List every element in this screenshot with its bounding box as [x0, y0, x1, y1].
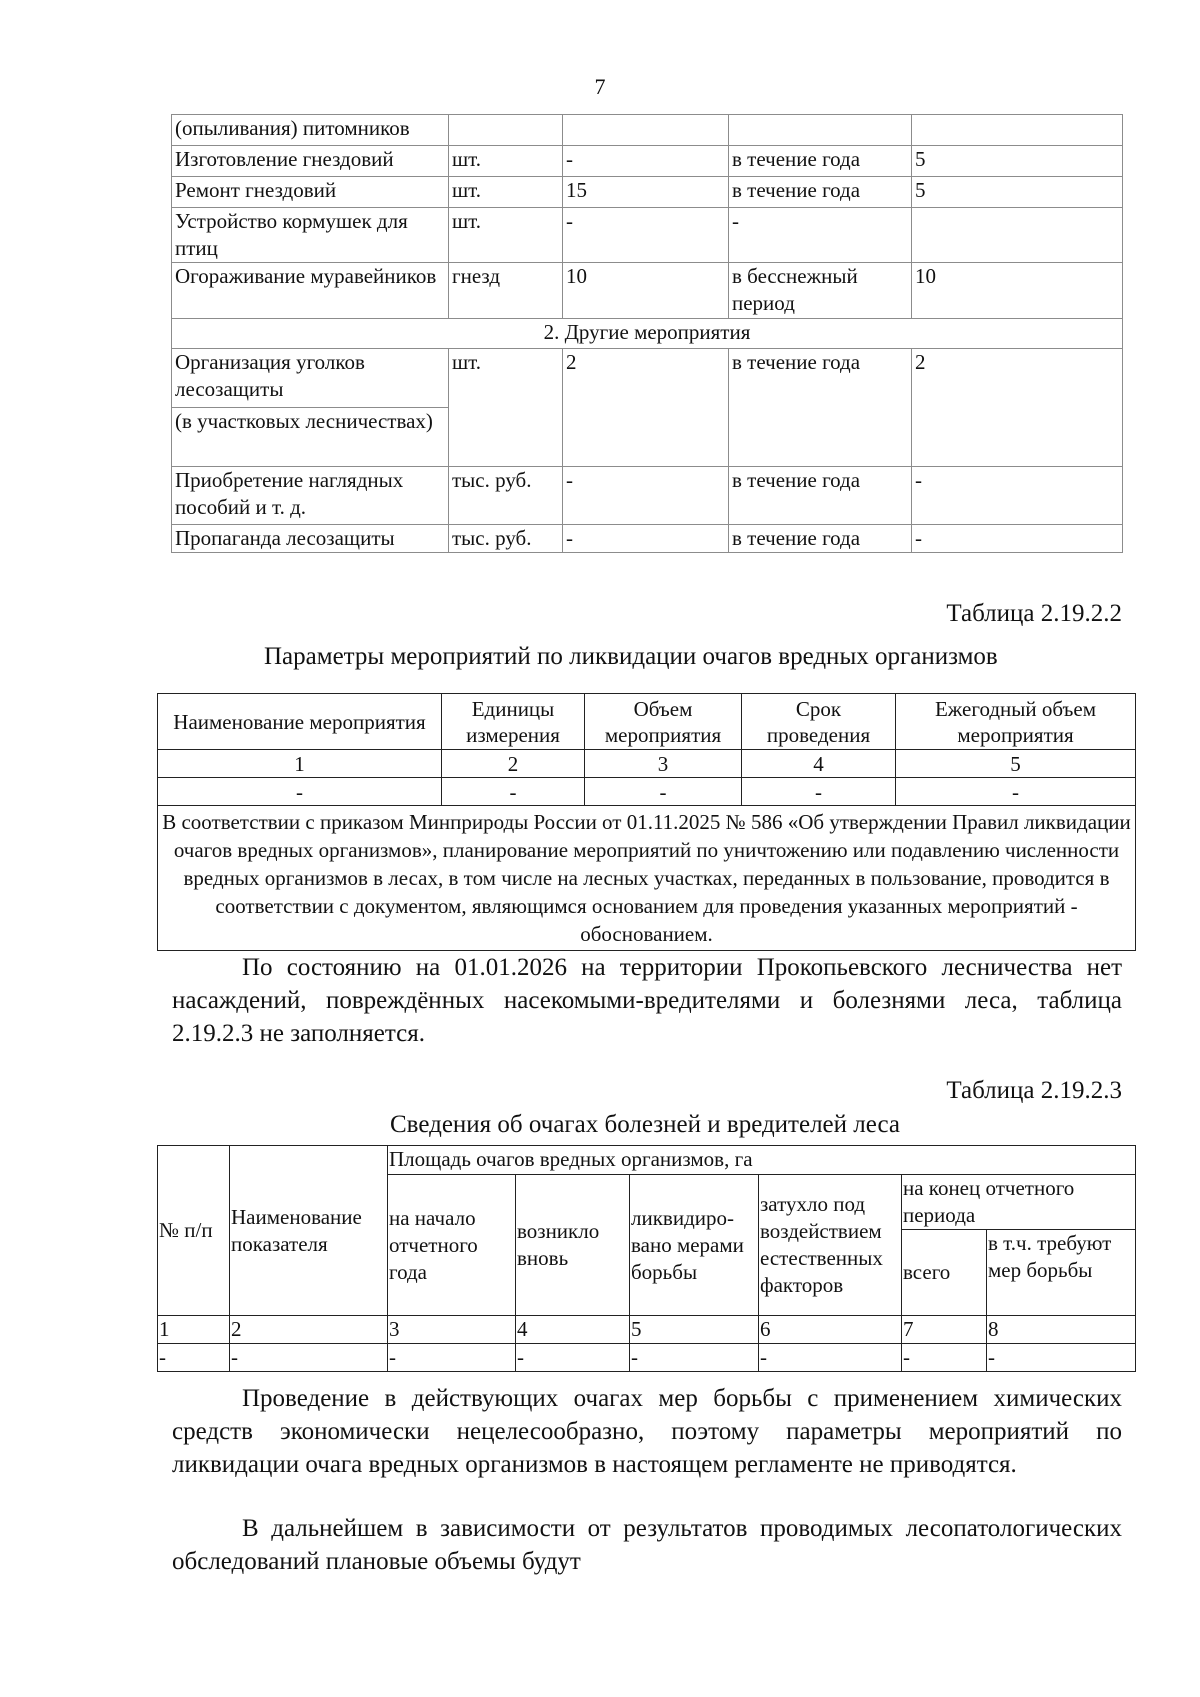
table-row	[172, 177, 1123, 208]
header-cell: на конец отчетного периода	[902, 1175, 1136, 1230]
pest-measures-table	[157, 693, 1136, 951]
cell-name: Устройство кормушек для птиц	[172, 208, 449, 263]
cell-volume	[563, 115, 729, 146]
table-row	[172, 115, 1123, 146]
header-cell: Срок проведения	[742, 694, 896, 750]
cell-annual	[912, 115, 1123, 146]
table-row	[172, 263, 1123, 319]
table-note-row	[158, 806, 1136, 951]
header-cell: № п/п	[158, 1146, 230, 1316]
table-note: В соответствии с приказом Минприроды России от 01.11.2025 № 586 «Об утверждении Правил ликвидации очагов вредных организмов», планирование мероприятий по уничтожению или подавлению численности вредных организмов в лесах, в том числе на лесных участках, переданных в пользование, проводится в соответствии с документом, являющимся основанием для проведения указанных мероприятий - обоснованием.	[158, 806, 1136, 951]
header-cell: Наименование мероприятия	[158, 694, 442, 750]
header-cell: ликвидиро-вано мерами борьбы	[630, 1175, 759, 1316]
cell-period: в течение года	[729, 525, 912, 553]
cell-period: в бесснежный период	[729, 263, 912, 319]
cell-volume: -	[563, 146, 729, 177]
paragraph	[172, 1512, 1122, 1578]
cell-volume: 15	[563, 177, 729, 208]
column-number: 2	[442, 750, 585, 778]
table-title: Параметры мероприятий по ликвидации очагов вредных организмов	[264, 643, 998, 670]
table-row	[158, 1316, 1136, 1344]
cell-unit: гнезд	[449, 263, 563, 319]
header-cell: на начало отчетного года	[388, 1175, 516, 1316]
cell-volume: -	[563, 208, 729, 263]
cell-unit: тыс. руб.	[449, 525, 563, 553]
cell-annual	[912, 208, 1123, 263]
cell-unit: шт.	[449, 208, 563, 263]
cell-period: в течение года	[729, 467, 912, 525]
table-header-row	[158, 694, 1136, 750]
cell-period	[729, 115, 912, 146]
cell-volume: -	[563, 525, 729, 553]
table-cell: -	[158, 778, 442, 806]
column-number: 1	[158, 750, 442, 778]
cell-annual: 5	[912, 146, 1123, 177]
cell-volume: -	[563, 467, 729, 525]
cell-period: -	[729, 208, 912, 263]
header-cell: Наименование показателя	[230, 1146, 388, 1316]
paragraph	[172, 1382, 1122, 1481]
table-row	[172, 467, 1123, 525]
cell-name: Организация уголков лесозащиты	[172, 349, 449, 408]
table-cell: -	[896, 778, 1136, 806]
paragraph-text: В дальнейшем в зависимости от результатов проводимых лесопатологических обследований плановые объемы будут	[172, 1515, 1122, 1575]
cell-name: Ремонт гнездовий	[172, 177, 449, 208]
table-cell: -	[585, 778, 742, 806]
column-number: 3	[585, 750, 742, 778]
column-number: 2	[230, 1316, 388, 1344]
table-label: Таблица 2.19.2.2	[946, 600, 1122, 627]
paragraph-text: Проведение в действующих очагах мер борьбы с применением химических средств экономически нецелесообразно, поэтому параметры мероприятий по ликвидации очага вредных организмов в настоящем регламенте не приводятся.	[172, 1385, 1122, 1478]
cell-period: в течение года	[729, 349, 912, 467]
table-cell: -	[388, 1344, 516, 1372]
cell-name: Пропаганда лесозащиты	[172, 525, 449, 553]
table-cell: -	[759, 1344, 902, 1372]
header-cell: Объем мероприятия	[585, 694, 742, 750]
table-row	[172, 146, 1123, 177]
table-header-row	[158, 1146, 1136, 1175]
cell-unit: шт.	[449, 146, 563, 177]
cell-name: (опыливания) питомников	[172, 115, 449, 146]
cell-volume: 2	[563, 349, 729, 467]
table-row	[172, 525, 1123, 553]
header-cell: Площадь очагов вредных организмов, га	[388, 1146, 1136, 1175]
cell-annual: 5	[912, 177, 1123, 208]
cell-unit	[449, 115, 563, 146]
table-cell: -	[516, 1344, 630, 1372]
header-cell: в т.ч. требуют мер борьбы	[987, 1230, 1136, 1316]
cell-name: Приобретение наглядных пособий и т. д.	[172, 467, 449, 525]
table-cell: -	[902, 1344, 987, 1372]
table-cell: -	[987, 1344, 1136, 1372]
cell-unit: тыс. руб.	[449, 467, 563, 525]
cell-annual: 2	[912, 349, 1123, 467]
pest-foci-table	[157, 1145, 1136, 1372]
column-number: 4	[516, 1316, 630, 1344]
cell-annual: 10	[912, 263, 1123, 319]
table-row	[158, 750, 1136, 778]
column-number: 8	[987, 1316, 1136, 1344]
column-number: 7	[902, 1316, 987, 1344]
table-cell: -	[630, 1344, 759, 1372]
table-cell: -	[158, 1344, 230, 1372]
header-cell: Ежегодный объем мероприятия	[896, 694, 1136, 750]
table-row	[158, 778, 1136, 806]
column-number: 4	[742, 750, 896, 778]
header-cell: возникло вновь	[516, 1175, 630, 1316]
header-cell: всего	[902, 1230, 987, 1316]
cell-period: в течение года	[729, 146, 912, 177]
column-number: 3	[388, 1316, 516, 1344]
column-number: 1	[158, 1316, 230, 1344]
table-cell: -	[230, 1344, 388, 1372]
page-number: 7	[594, 74, 606, 99]
cell-name: (в участковых лесничествах)	[172, 408, 449, 467]
cell-volume: 10	[563, 263, 729, 319]
cell-period: в течение года	[729, 177, 912, 208]
column-number: 5	[630, 1316, 759, 1344]
cell-annual: -	[912, 525, 1123, 553]
table-section-row	[172, 319, 1123, 349]
table-title: Сведения об очагах болезней и вредителей леса	[390, 1111, 900, 1138]
forest-protection-table-continued	[171, 114, 1123, 553]
column-number: 5	[896, 750, 1136, 778]
cell-annual: -	[912, 467, 1123, 525]
table-cell: -	[742, 778, 896, 806]
column-number: 6	[759, 1316, 902, 1344]
cell-unit: шт.	[449, 177, 563, 208]
table-cell: -	[442, 778, 585, 806]
table-row	[172, 208, 1123, 263]
cell-name: Изготовление гнездовий	[172, 146, 449, 177]
section-title: 2. Другие мероприятия	[172, 319, 1123, 349]
header-cell: затухло под воздействием естественных факторов	[759, 1175, 902, 1316]
cell-unit: шт.	[449, 349, 563, 467]
table-row	[158, 1344, 1136, 1372]
paragraph-text: По состоянию на 01.01.2026 на территории Прокопьевского лесничества нет насаждений, повреждённых насекомыми-вредителями и болезнями леса, таблица 2.19.2.3 не заполняется.	[172, 954, 1122, 1047]
header-cell: Единицы измерения	[442, 694, 585, 750]
table-row	[172, 349, 1123, 408]
table-label: Таблица 2.19.2.3	[946, 1077, 1122, 1104]
paragraph	[172, 951, 1122, 1050]
cell-name: Огораживание муравейников	[172, 263, 449, 319]
